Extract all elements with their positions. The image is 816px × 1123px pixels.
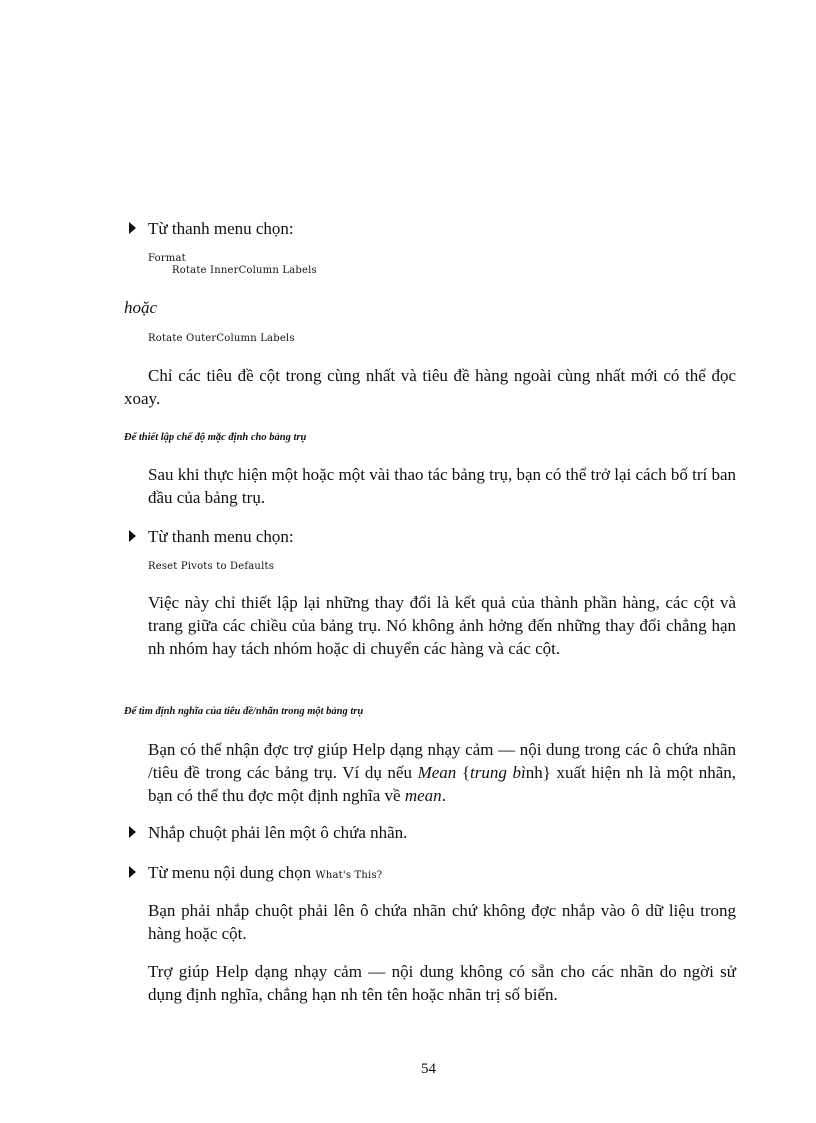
page-number: 54 [421, 1061, 436, 1077]
paragraph-4 [148, 738, 736, 807]
bullet-marker-icon [129, 866, 136, 878]
bullet-marker-icon [129, 826, 136, 838]
paragraph-4-part-b: { [456, 763, 471, 782]
paragraph-4-part-d: . [441, 786, 446, 805]
paragraph-5: Bạn phải nhắp chuột phải lên ô chứa nhãn chứ không đợc nhắp vào ô dữ liệu trong hàng hoặc cột. [148, 901, 736, 943]
or-text: hoặc [124, 298, 158, 317]
menu-intro-1: Từ thanh menu chọn: [148, 219, 294, 238]
menu-path-format: Format [148, 253, 186, 264]
bullet-marker-icon [129, 222, 136, 234]
whats-this-command: What's This? [315, 870, 383, 881]
paragraph-2: Sau khi thực hiện một hoặc một vài thao tác bảng trụ, bạn có thể trở lại cách bố trí ban đầu của bảng trụ. [148, 465, 737, 507]
paragraph-4-part-a: Bạn có thể nhận đợc trợ giúp Help dạng nhạy cảm — nội dung trong các ô chứa nhãn /tiêu đề trong các bảng trụ. Ví dụ nếu [148, 740, 736, 782]
mean-term: Mean [417, 763, 457, 782]
paragraph-1-text: Chỉ các tiêu đề cột trong cùng nhất và tiêu đề hàng ngoài cùng nhất mới có thể đọc xoay. [124, 366, 736, 408]
bullet-marker-icon [129, 530, 136, 542]
menu-intro-2: Từ thanh menu chọn: [148, 527, 294, 546]
paragraph-1 [124, 364, 736, 410]
bullet-context-menu [148, 861, 382, 887]
section-heading-1: Để thiết lập chế độ mặc định cho bảng trụ [124, 432, 307, 443]
trung-binh-term: trung bì [470, 763, 526, 782]
bullet-context-menu-text: Từ menu nội dung chọn [148, 863, 312, 882]
paragraph-4-part-c: nh} xuất hiện nh là một nhãn, bạn có thể thu đợc một định nghĩa về [148, 763, 736, 805]
section-heading-2: Để tìm định nghĩa của tiêu đề/nhãn trong một bảng trụ [124, 706, 364, 717]
paragraph-6: Trợ giúp Help dạng nhạy cảm — nội dung không có sẵn cho các nhãn do ngời sử dụng định nghĩa, chẳng hạn nh tên tên hoặc nhãn trị số biến. [148, 962, 736, 1004]
paragraph-3: Việc này chỉ thiết lập lại những thay đổi là kết quả của thành phần hàng, các cột và trang giữa các chiều của bảng trụ. Nó không ảnh hởng đến những thay đổi chẳng hạn nh nhóm hay tách nhóm hoặc di chuyển các hàng và các cột. [148, 593, 736, 658]
menu-path-rotate-inner: Rotate InnerColumn Labels [172, 265, 317, 276]
menu-path-rotate-outer: Rotate OuterColumn Labels [148, 333, 295, 344]
menu-path-reset-pivots: Reset Pivots to Defaults [148, 561, 275, 572]
bullet-right-click: Nhắp chuột phải lên một ô chứa nhãn. [148, 823, 408, 842]
mean-term-2: mean [404, 786, 442, 805]
